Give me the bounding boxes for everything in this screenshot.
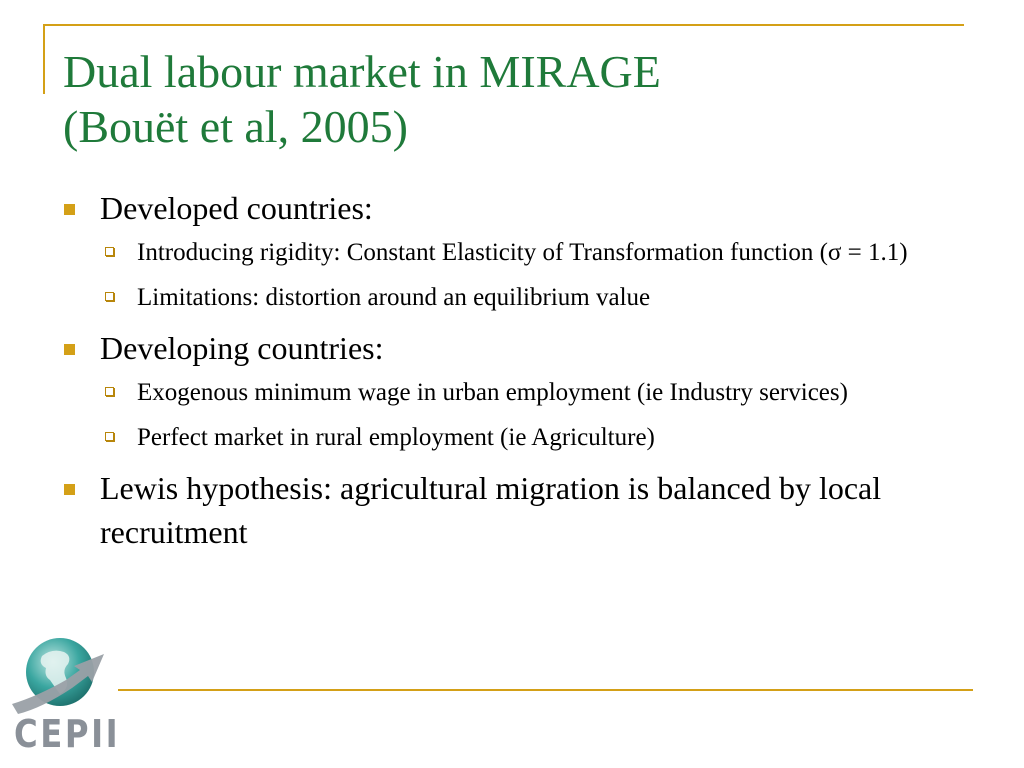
sub-bullet-item xyxy=(60,374,960,411)
sub-bullet-text: Perfect market in rural employment (ie Agriculture) xyxy=(137,424,655,451)
bullet-text: Developed countries: xyxy=(100,190,373,226)
filled-square-bullet-icon xyxy=(64,484,75,495)
sub-bullet-text: Limitations: distortion around an equilibrium value xyxy=(137,284,651,311)
hollow-square-bullet-icon xyxy=(105,247,114,256)
sub-bullet-item xyxy=(60,279,960,316)
bullet-item xyxy=(60,186,960,230)
bullet-text: Lewis hypothesis: agricultural migration is balanced by local recruitment xyxy=(100,470,882,550)
logo-wordmark: CEPII xyxy=(14,712,121,756)
title-line-2: (Bouët et al, 2005) xyxy=(63,101,408,152)
bullet-text: Developing countries: xyxy=(100,330,384,366)
bullet-item xyxy=(60,466,960,554)
hollow-square-bullet-icon xyxy=(105,387,114,396)
sub-bullet-item xyxy=(60,419,960,456)
bottom-accent-rule xyxy=(118,689,973,691)
filled-square-bullet-icon xyxy=(64,204,75,215)
sub-bullet-text: Introducing rigidity: Constant Elasticity of Transformation function (σ = 1.1) xyxy=(137,239,908,266)
title-line-1: Dual labour market in MIRAGE xyxy=(63,46,661,97)
bullet-list xyxy=(60,186,960,558)
hollow-square-bullet-icon xyxy=(105,432,114,441)
bullet-item xyxy=(60,326,960,370)
hollow-square-bullet-icon xyxy=(105,292,114,301)
sub-bullet-text: Exogenous minimum wage in urban employment (ie Industry services) xyxy=(137,379,848,406)
top-accent-rule xyxy=(43,24,964,26)
slide-title xyxy=(63,44,661,154)
filled-square-bullet-icon xyxy=(64,344,75,355)
sub-bullet-item xyxy=(60,234,960,271)
left-accent-rule xyxy=(43,24,45,94)
